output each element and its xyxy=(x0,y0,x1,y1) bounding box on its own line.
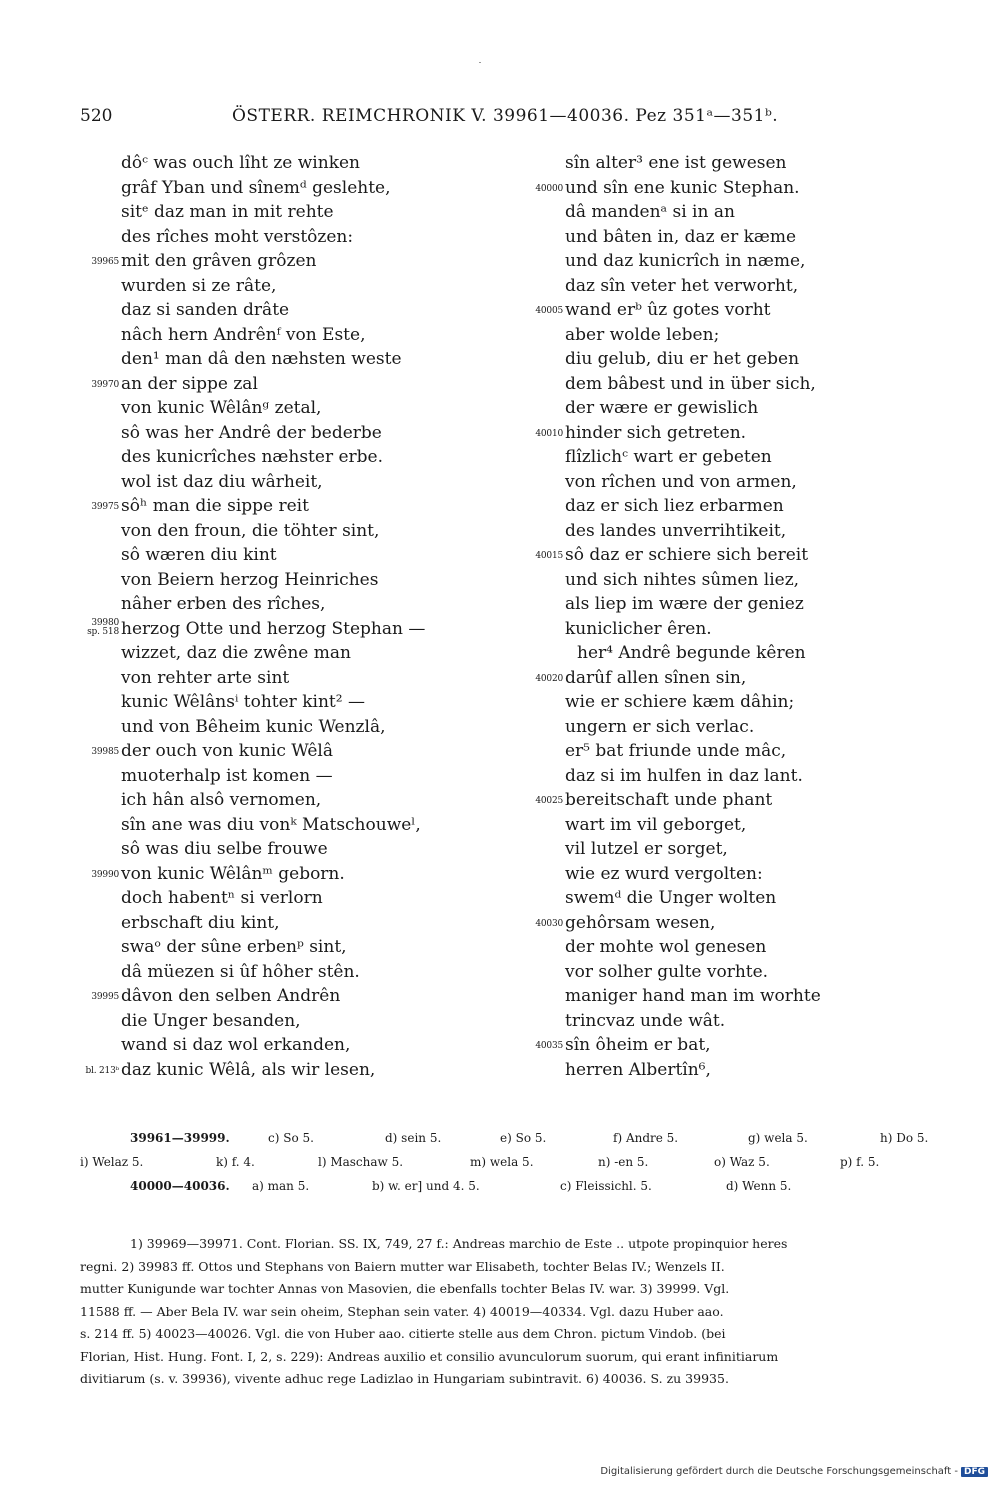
verse-text: wol ist daz diu wârheit, xyxy=(121,471,323,492)
verse-line xyxy=(565,715,985,740)
verse-text: von kunic Wêlânᵐ geborn. xyxy=(121,863,345,884)
verse-line xyxy=(565,151,985,176)
verse-line xyxy=(121,837,541,862)
verse-text: dôᶜ was ouch lîht ze winken xyxy=(121,153,361,173)
apparatus-range: 40000—40036. xyxy=(130,1179,230,1193)
verse-line xyxy=(121,592,541,617)
line-number-top: 39980 xyxy=(91,617,119,628)
verse-line xyxy=(565,690,985,715)
verse-text: sîn ane was diu vonᵏ Matschouweˡ, xyxy=(121,814,421,835)
verse-line xyxy=(121,690,541,715)
verse-line xyxy=(565,935,985,960)
verse-line xyxy=(565,470,985,495)
apparatus-line-1 xyxy=(80,1128,945,1152)
verse-line xyxy=(121,813,541,838)
apparatus-variant: l) Maschaw 5. xyxy=(318,1155,404,1169)
verse-text: von Beiern herzog Heinriches xyxy=(121,569,379,590)
verse-line xyxy=(565,813,985,838)
verse-text: nâch hern Andrênᶠ von Este, xyxy=(121,324,366,345)
verse-line xyxy=(121,788,541,813)
verse-text: und von Bêheim kunic Wenzlâ, xyxy=(121,716,386,737)
verse-line xyxy=(121,151,541,176)
verse-line xyxy=(121,886,541,911)
apparatus-line-3 xyxy=(80,1176,945,1200)
apparatus-variant: d) Wenn 5. xyxy=(726,1179,792,1193)
verse-text: des rîches moht verstôzen: xyxy=(121,226,354,247)
apparatus-variant: d) sein 5. xyxy=(385,1131,442,1145)
verse-line xyxy=(121,911,541,936)
verse-text: herzog Otte und herzog Stephan — xyxy=(121,618,426,639)
apparatus-variant: m) wela 5. xyxy=(470,1155,534,1169)
verse-text: und sîn ene kunic Stephan. xyxy=(565,177,800,198)
apparatus-variant: g) wela 5. xyxy=(748,1131,808,1145)
left-verse-column xyxy=(85,151,541,1082)
verse-line xyxy=(535,298,985,323)
verse-line xyxy=(565,984,985,1009)
verse-line xyxy=(121,323,541,348)
apparatus-variant: k) f. 4. xyxy=(216,1155,255,1169)
verse-line xyxy=(121,347,541,372)
apparatus-variant: a) man 5. xyxy=(252,1179,310,1193)
verse-text: sîn ôheim er bat, xyxy=(565,1035,711,1055)
verse-text: daz si sanden drâte xyxy=(121,300,290,320)
apparatus-variant: h) Do 5. xyxy=(880,1131,929,1145)
verse-text: des kunicrîches næhster erbe. xyxy=(121,447,384,467)
verse-text: von rehter arte sint xyxy=(121,667,290,688)
verse-text: ich hân alsô vernomen, xyxy=(121,790,322,810)
verse-line xyxy=(91,739,541,764)
verse-line xyxy=(121,764,541,789)
line-number: 40020 xyxy=(535,673,563,684)
footnote-line: Florian, Hist. Hung. Font. I, 2, s. 229): Andreas auxilio et consilio avunculorum suorum, qui erant infinitiarum xyxy=(80,1348,779,1364)
verse-text: muoterhalp ist komen — xyxy=(121,765,333,786)
verse-text: sitᵉ daz man in mit rehte xyxy=(121,202,334,222)
verse-line xyxy=(535,1033,985,1058)
verse-text: hinder sich getreten. xyxy=(565,422,747,443)
verse-line xyxy=(121,421,541,446)
footnote-line: s. 214 ff. 5) 40023—40026. Vgl. die von Huber aao. citierte stelle aus dem Chron. pictum Vindob. (bei xyxy=(80,1326,726,1341)
verse-text: wizzet, daz die zwêne man xyxy=(121,643,351,663)
line-number: 39985 xyxy=(91,747,119,757)
verse-line xyxy=(565,372,985,397)
verse-text: und bâten in, daz er kæme xyxy=(565,226,797,247)
verse-text: sô wæren diu kint xyxy=(121,545,277,565)
verse-text: sô was her Andrê der bederbe xyxy=(121,422,382,443)
verse-text: daz kunic Wêlâ, als wir lesen, xyxy=(121,1059,376,1080)
verse-line xyxy=(121,176,541,201)
apparatus-variant: c) Fleissichl. 5. xyxy=(560,1179,652,1193)
verse-text: wurden si ze râte, xyxy=(121,275,277,296)
apparatus-variant: e) So 5. xyxy=(500,1131,547,1145)
verse-text: dâ müezen si ûf hôher stên. xyxy=(121,961,360,982)
verse-line xyxy=(121,274,541,299)
verse-text: den¹ man dâ den næhsten weste xyxy=(121,349,402,369)
verse-line xyxy=(565,764,985,789)
verse-text: erbschaft diu kint, xyxy=(121,912,280,933)
verse-line xyxy=(121,1009,541,1034)
verse-text: diu gelub, diu er het geben xyxy=(565,349,800,369)
page-number: 520 xyxy=(80,106,113,126)
verse-line xyxy=(565,396,985,421)
verse-text: als liep im wære der geniez xyxy=(565,594,804,614)
line-number: 40005 xyxy=(535,306,563,316)
verse-line xyxy=(565,1009,985,1034)
verse-text: sô daz er schiere sich bereit xyxy=(565,545,809,565)
verse-text: nâher erben des rîches, xyxy=(121,594,326,614)
verse-line xyxy=(565,347,985,372)
apparatus-variant: p) f. 5. xyxy=(840,1155,880,1169)
footnotes xyxy=(80,1233,945,1391)
verse-line xyxy=(121,1033,541,1058)
verse-text: wie er schiere kæm dâhin; xyxy=(565,692,795,712)
verse-text: ungern er sich verlac. xyxy=(565,716,755,737)
line-number: 39970 xyxy=(91,379,119,390)
verse-text: dem bâbest und in über sich, xyxy=(565,373,816,394)
verse-text: kuniclicher êren. xyxy=(565,618,712,639)
verse-text: von rîchen und von armen, xyxy=(565,471,797,492)
verse-text: trincvaz unde wât. xyxy=(565,1010,726,1031)
apparatus-range: 39961—39999. xyxy=(130,1131,230,1145)
verse-text: vil lutzel er sorget, xyxy=(565,839,728,859)
verse-text: der wære er gewislich xyxy=(565,398,759,418)
verse-line xyxy=(121,396,541,421)
verse-line xyxy=(565,617,985,642)
footnote-line: 1) 39969—39971. Cont. Florian. SS. IX, 749, 27 f.: Andreas marchio de Este .. utpote propinquior heres xyxy=(130,1236,788,1251)
verse-text: wand erᵇ ûz gotes vorht xyxy=(565,300,771,320)
line-number: 39995 xyxy=(91,992,119,1002)
verse-line xyxy=(535,788,985,813)
verse-line xyxy=(87,617,541,642)
verse-line xyxy=(565,960,985,985)
line-number: 39965 xyxy=(91,257,119,267)
verse-line xyxy=(91,249,541,274)
page-mark xyxy=(479,62,481,63)
credit-text: Digitalisierung gefördert durch die Deutsche Forschungsgemeinschaft - xyxy=(600,1466,958,1477)
verse-text: dâ mandenᵃ si in an xyxy=(565,202,735,222)
verse-text: sô was diu selbe frouwe xyxy=(121,839,328,859)
apparatus-variant: b) w. er] und 4. 5. xyxy=(372,1179,480,1193)
verse-text: daz er sich liez erbarmen xyxy=(565,496,784,516)
verse-text: wie ez wurd vergolten: xyxy=(565,863,763,884)
verse-line xyxy=(565,323,985,348)
verse-line xyxy=(121,543,541,568)
verse-line xyxy=(565,200,985,225)
line-number: 40030 xyxy=(535,918,563,929)
verse-line xyxy=(121,666,541,691)
footnote-line: mutter Kunigunde war tochter Annas von Masovien, die ebenfalls tochter Belas IV. war. 3) 39999. Vgl. xyxy=(80,1281,730,1296)
line-number: 39990 xyxy=(91,869,119,880)
verse-line xyxy=(565,225,985,250)
verse-line xyxy=(565,862,985,887)
verse-text: der ouch von kunic Wêlâ xyxy=(121,741,334,761)
verse-line xyxy=(121,641,541,666)
apparatus-variant: f) Andre 5. xyxy=(613,1131,679,1145)
verse-line xyxy=(565,1058,985,1083)
column-marker: sp. 518 xyxy=(87,626,119,637)
verse-line xyxy=(565,739,985,764)
verse-line xyxy=(565,568,985,593)
verse-line xyxy=(121,715,541,740)
verse-text: wand si daz wol erkanden, xyxy=(121,1035,351,1055)
verse-line xyxy=(85,1058,541,1083)
apparatus-variant: n) -en 5. xyxy=(598,1155,649,1169)
verse-line xyxy=(121,935,541,960)
running-title: ÖSTERR. REIMCHRONIK V. 39961—40036. Pez 351ᵃ—351ᵇ. xyxy=(232,106,779,126)
verse-line xyxy=(535,543,985,568)
verse-text: wart im vil geborget, xyxy=(565,814,747,835)
verse-line xyxy=(121,445,541,470)
verse-line xyxy=(121,298,541,323)
footnote-line: divitiarum (s. v. 39936), vivente adhuc rege Ladizlao in Hungariam subintravit. 6) 40036. S. zu 39935. xyxy=(80,1371,729,1386)
verse-line xyxy=(121,960,541,985)
verse-text: bereitschaft unde phant xyxy=(565,790,773,810)
verse-text: er⁵ bat friunde unde mâc, xyxy=(565,741,787,761)
verse-text: mit den grâven grôzen xyxy=(121,251,317,271)
verse-line xyxy=(91,372,541,397)
critical-apparatus xyxy=(80,1128,945,1200)
verse-line xyxy=(91,862,541,887)
verse-text: swemᵈ die Unger wolten xyxy=(565,888,777,908)
verse-text: von den froun, die töhter sint, xyxy=(121,520,380,541)
line-number: 40025 xyxy=(535,796,563,806)
verse-line xyxy=(565,519,985,544)
verse-text: aber wolde leben; xyxy=(565,324,720,345)
line-number xyxy=(77,619,119,637)
verse-text: dâvon den selben Andrên xyxy=(121,986,341,1006)
verse-text: der mohte wol genesen xyxy=(565,937,767,957)
verse-text: von kunic Wêlânᵍ zetal, xyxy=(121,398,322,418)
verse-text: die Unger besanden, xyxy=(121,1010,301,1031)
digitization-credit xyxy=(600,1466,988,1477)
verse-text: sîn alter³ ene ist gewesen xyxy=(565,153,787,173)
apparatus-variant: o) Waz 5. xyxy=(714,1155,770,1169)
right-verse-column xyxy=(535,151,985,1082)
apparatus-variant: i) Welaz 5. xyxy=(80,1155,144,1169)
verse-line xyxy=(565,445,985,470)
footnote-line: 11588 ff. — Aber Bela IV. war sein oheim, Stephan sein vater. 4) 40019—40334. Vgl. dazu Huber aao. xyxy=(80,1303,724,1319)
verse-text: kunic Wêlânsⁱ tohter kint² — xyxy=(121,692,365,712)
verse-line xyxy=(91,984,541,1009)
verse-text: her⁴ Andrê begunde kêren xyxy=(577,643,806,663)
verse-line xyxy=(121,200,541,225)
apparatus-line-2 xyxy=(80,1152,945,1176)
verse-line xyxy=(565,886,985,911)
verse-line xyxy=(535,911,985,936)
verse-line xyxy=(121,519,541,544)
verse-text: daz sîn veter het verworht, xyxy=(565,275,799,296)
apparatus-variant: c) So 5. xyxy=(268,1131,314,1145)
verse-text: swaᵒ der sûne erbenᵖ sint, xyxy=(121,937,347,957)
line-number: 40035 xyxy=(535,1041,563,1051)
line-number: 39975 xyxy=(91,502,119,512)
verse-line xyxy=(121,568,541,593)
verse-text: flîzlichᶜ wart er gebeten xyxy=(565,447,772,467)
verse-text: an der sippe zal xyxy=(121,373,258,394)
verse-line xyxy=(91,494,541,519)
verse-line xyxy=(565,641,985,666)
verse-text: darûf allen sînen sin, xyxy=(565,667,747,688)
verse-text: sôʰ man die sippe reit xyxy=(121,496,309,516)
line-number: 40000 xyxy=(535,183,563,194)
verse-line xyxy=(121,470,541,495)
verse-text: des landes unverrihtikeit, xyxy=(565,520,787,541)
verse-line xyxy=(565,274,985,299)
verse-text: herren Albertîn⁶, xyxy=(565,1059,711,1080)
verse-text: gehôrsam wesen, xyxy=(565,912,716,933)
verse-line xyxy=(565,494,985,519)
footnote-line: regni. 2) 39983 ff. Ottos und Stephans von Baiern mutter war Elisabeth, tochter Belas IV.; Wenzels II. xyxy=(80,1258,725,1274)
verse-line xyxy=(565,837,985,862)
verse-text: daz si im hulfen in daz lant. xyxy=(565,765,803,786)
verse-line xyxy=(535,176,985,201)
verse-line xyxy=(565,249,985,274)
verse-text: doch habentⁿ si verlorn xyxy=(121,888,323,908)
verse-text: und sich nihtes sûmen liez, xyxy=(565,569,800,590)
dfg-logo: DFG xyxy=(961,1467,988,1477)
verse-line xyxy=(121,225,541,250)
verse-line xyxy=(535,666,985,691)
line-number: 40010 xyxy=(535,428,563,439)
verse-text: maniger hand man im worhte xyxy=(565,986,821,1006)
line-number: 40015 xyxy=(535,551,563,561)
verse-line xyxy=(535,421,985,446)
verse-line xyxy=(565,592,985,617)
verse-text: vor solher gulte vorhte. xyxy=(565,961,769,982)
line-number: bl. 213ᵇ xyxy=(85,1065,119,1076)
verse-text: grâf Yban und sînemᵈ geslehte, xyxy=(121,177,391,198)
verse-text: und daz kunicrîch in næme, xyxy=(565,251,806,271)
